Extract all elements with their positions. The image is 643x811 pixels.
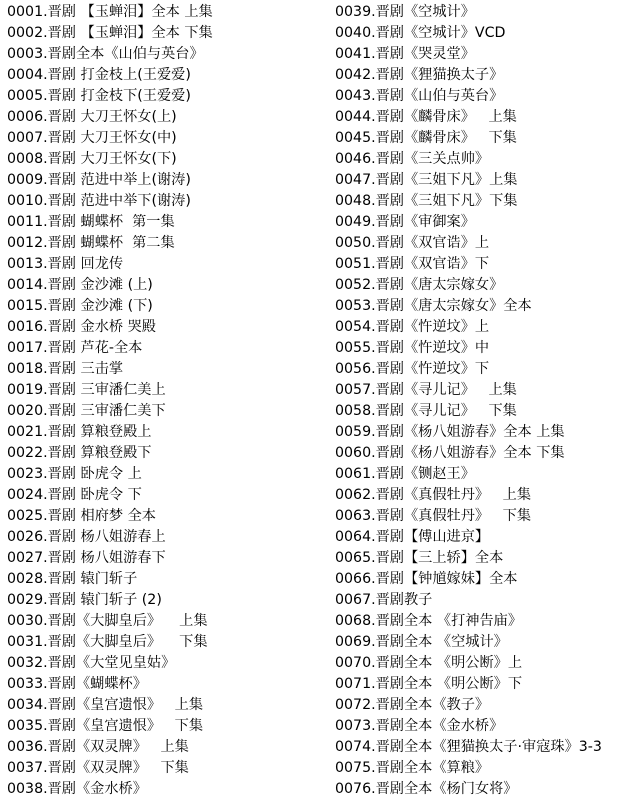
list-item: 0060.晋剧《杨八姐游春》全本 下集 [335, 445, 565, 461]
list-item: 0003.晋剧全本《山伯与英台》 [7, 46, 204, 62]
list-item: 0014.晋剧 金沙滩 (上) [7, 277, 153, 293]
list-item: 0035.晋剧《皇宫遗恨》 下集 [7, 718, 204, 734]
list-item: 0005.晋剧 打金枝下(王爱爱) [7, 88, 191, 104]
list-item: 0019.晋剧 三审潘仁美上 [7, 382, 166, 398]
list-item: 0028.晋剧 辕门斩子 [7, 571, 138, 587]
list-item: 0051.晋剧《双官诰》下 [335, 256, 490, 272]
list-item: 0023.晋剧 卧虎令 上 [7, 466, 142, 482]
list-item: 0059.晋剧《杨八姐游春》全本 上集 [335, 424, 565, 440]
list-item: 0062.晋剧《真假牡丹》 上集 [335, 487, 532, 503]
list-item: 0041.晋剧《哭灵堂》 [335, 46, 475, 62]
list-item: 0069.晋剧全本 《空城计》 [335, 634, 508, 650]
list-item: 0074.晋剧全本《狸猫换太子·审寇珠》3-3 [335, 739, 602, 755]
list-item: 0064.晋剧【傅山进京】 [335, 529, 490, 545]
list-item: 0033.晋剧《蝴蝶杯》 [7, 676, 147, 692]
list-item: 0027.晋剧 杨八姐游春下 [7, 550, 166, 566]
list-item: 0016.晋剧 金水桥 哭殿 [7, 319, 156, 335]
list-item: 0050.晋剧《双官诰》上 [335, 235, 490, 251]
list-item: 0055.晋剧《忤逆坟》中 [335, 340, 490, 356]
list-item: 0007.晋剧 大刀王怀女(中) [7, 130, 177, 146]
list-item: 0021.晋剧 算粮登殿上 [7, 424, 152, 440]
list-item: 0066.晋剧【钟馗嫁妹】全本 [335, 571, 518, 587]
list-item: 0052.晋剧《唐太宗嫁女》 [335, 277, 504, 293]
list-item: 0030.晋剧《大脚皇后》 上集 [7, 613, 208, 629]
list-item: 0012.晋剧 蝴蝶杯 第二集 [7, 235, 175, 251]
list-item: 0040.晋剧《空城计》VCD [335, 25, 506, 41]
list-item: 0070.晋剧全本 《明公断》上 [335, 655, 523, 671]
list-item: 0026.晋剧 杨八姐游春上 [7, 529, 166, 545]
list-item: 0022.晋剧 算粮登殿下 [7, 445, 152, 461]
list-item: 0006.晋剧 大刀王怀女(上) [7, 109, 177, 125]
list-item: 0043.晋剧《山伯与英台》 [335, 88, 504, 104]
list-item: 0044.晋剧《麟骨床》 上集 [335, 109, 517, 125]
list-item: 0032.晋剧《大堂见皇姑》 [7, 655, 176, 671]
list-item: 0013.晋剧 回龙传 [7, 256, 124, 272]
list-item: 0001.晋剧 【玉蝉泪】全本 上集 [7, 4, 213, 20]
list-item: 0046.晋剧《三关点帅》 [335, 151, 490, 167]
list-item: 0057.晋剧《寻儿记》 上集 [335, 382, 517, 398]
list-item: 0063.晋剧《真假牡丹》 下集 [335, 508, 532, 524]
list-item: 0047.晋剧《三姐下凡》上集 [335, 172, 518, 188]
list-item: 0004.晋剧 打金枝上(王爱爱) [7, 67, 191, 83]
list-item: 0058.晋剧《寻儿记》 下集 [335, 403, 517, 419]
list-item: 0011.晋剧 蝴蝶杯 第一集 [7, 214, 175, 230]
list-item: 0036.晋剧《双灵牌》 上集 [7, 739, 189, 755]
list-item: 0045.晋剧《麟骨床》 下集 [335, 130, 517, 146]
list-item: 0025.晋剧 相府梦 全本 [7, 508, 156, 524]
list-item: 0002.晋剧 【玉蝉泪】全本 下集 [7, 25, 213, 41]
list-item: 0024.晋剧 卧虎令 下 [7, 487, 142, 503]
list-item: 0065.晋剧【三上轿】全本 [335, 550, 504, 566]
list-item: 0049.晋剧《审御案》 [335, 214, 475, 230]
list-item: 0029.晋剧 辕门斩子 (2) [7, 592, 162, 608]
list-item: 0054.晋剧《忤逆坟》上 [335, 319, 490, 335]
list-item: 0061.晋剧《铡赵王》 [335, 466, 475, 482]
list-item: 0068.晋剧全本 《打神告庙》 [335, 613, 523, 629]
list-item: 0048.晋剧《三姐下凡》下集 [335, 193, 518, 209]
list-item: 0015.晋剧 金沙滩 (下) [7, 298, 153, 314]
list-item: 0031.晋剧《大脚皇后》 下集 [7, 634, 208, 650]
list-item: 0076.晋剧全本《杨门女将》 [335, 781, 518, 797]
list-item: 0009.晋剧 范进中举上(谢涛) [7, 172, 191, 188]
list-item: 0039.晋剧《空城计》 [335, 4, 475, 20]
list-item: 0017.晋剧 芦花-全本 [7, 340, 143, 356]
list-item: 0072.晋剧全本《教子》 [335, 697, 490, 713]
list-item: 0037.晋剧《双灵牌》 下集 [7, 760, 189, 776]
list-item: 0038.晋剧《金水桥》 [7, 781, 147, 797]
left-column [7, 2, 329, 800]
list-item: 0071.晋剧全本 《明公断》下 [335, 676, 523, 692]
list-item: 0073.晋剧全本《金水桥》 [335, 718, 504, 734]
list-item: 0042.晋剧《狸猫换太子》 [335, 67, 504, 83]
list-item: 0020.晋剧 三审潘仁美下 [7, 403, 166, 419]
list-item: 0053.晋剧《唐太宗嫁女》全本 [335, 298, 532, 314]
list-item: 0018.晋剧 三击掌 [7, 361, 124, 377]
list-item: 0008.晋剧 大刀王怀女(下) [7, 151, 177, 167]
right-column [335, 2, 643, 800]
list-item: 0010.晋剧 范进中举下(谢涛) [7, 193, 191, 209]
list-item: 0075.晋剧全本《算粮》 [335, 760, 490, 776]
list-item: 0034.晋剧《皇宫遗恨》 上集 [7, 697, 204, 713]
list-item: 0056.晋剧《忤逆坟》下 [335, 361, 490, 377]
list-item: 0067.晋剧教子 [335, 592, 433, 608]
